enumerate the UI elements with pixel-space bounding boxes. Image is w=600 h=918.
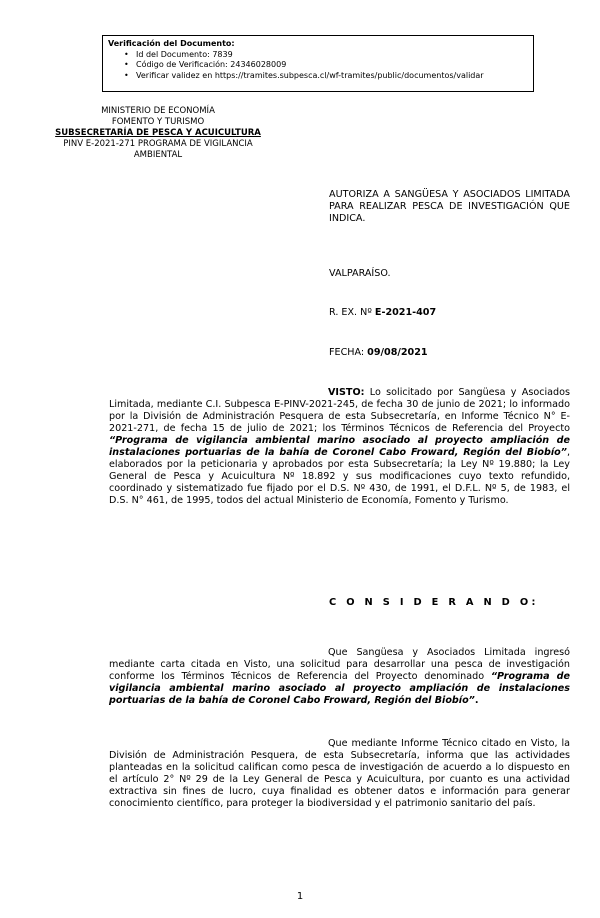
- date-label: FECHA:: [329, 347, 368, 358]
- considerando-2-text: Que mediante Informe Técnico citado en Visto, la División de Administración Pesquera, de esta Subsecretaría, informa que las actividades planteadas en la solicitud califican como pesca de investigación de acuerdo a lo dispuesto en el artículo 2° Nº 29 de la Ley General de Pesca y Acuicultura, por cuanto es una actividad extractiva sin fines de lucro, cuya finalidad es obtener datos e información para generar conocimiento científico, para proteger la biodiversidad y el patrimonio sanitario del país.: [109, 738, 570, 809]
- considerando-1-text-1: Que Sangüesa y Asociados Limitada ingresó mediante carta citada en Visto, una solicitud para desarrollar una pesca de investigación conforme los Términos Técnicos de Referencia del Proyecto denominado: [109, 647, 570, 682]
- city: VALPARAÍSO.: [329, 268, 391, 279]
- resolution-date: [329, 347, 428, 359]
- program-line2: AMBIENTAL: [133, 150, 183, 160]
- ministry-line2: FOMENTO Y TURISMO: [111, 117, 205, 127]
- resolution-summary: AUTORIZA A SANGÜESA Y ASOCIADOS LIMITADA PARA REALIZAR PESCA DE INVESTIGACIÓN QUE INDICA.: [329, 189, 570, 224]
- visto-label: VISTO:: [328, 387, 365, 398]
- verification-list: [108, 50, 533, 82]
- subsecretaria: SUBSECRETARÍA DE PESCA Y ACUICULTURA: [55, 128, 261, 138]
- verification-title: Verificación del Documento:: [108, 39, 235, 48]
- verification-box: [102, 35, 534, 92]
- ministry-header: [28, 106, 288, 161]
- considerando-heading: C O N S I D E R A N D O:: [329, 597, 539, 608]
- date-value: 09/08/2021: [367, 347, 428, 358]
- resolution-value: E-2021-407: [374, 307, 437, 318]
- program-line1: PINV E-2021-271 PROGRAMA DE VIGILANCIA: [63, 139, 253, 149]
- resolution-number: [329, 307, 436, 319]
- verification-url[interactable]: • Verificar validez en https://tramites.subpesca.cl/wf-tramites/public/documentos/validar: [136, 71, 533, 82]
- considerando-2: [109, 738, 570, 810]
- resolution-label: R. EX. Nº: [329, 307, 375, 318]
- verification-code: • Código de Verificación: 24346028009: [136, 60, 533, 71]
- visto-text-2: , elaborados por la peticionaria y aprobados por esta Subsecretaría; la Ley Nº 19.880; la Ley General de Pesca y Acuicultura Nº 18.892 y sus modificaciones cuyo texto refundido, coordinado y sistematizado fue fijado por el D.S. Nº 430, de 1991, el D.F.L. Nº 5, de 1983, el D.S. N° 461, de 1995, todos del actual Ministerio de Economía, Fomento y Turismo.: [109, 447, 570, 506]
- considerando-1-project: “Programa de vigilancia ambiental marino asociado al proyecto ampliación de instalaciones portuarias de la bahía de Coronel Cabo Froward, Región del Biobío”: [109, 671, 570, 706]
- visto-paragraph: [109, 387, 570, 507]
- ministry-line1: MINISTERIO DE ECONOMÍA: [101, 106, 215, 116]
- page-number: 1: [296, 891, 304, 902]
- visto-project: “Programa de vigilancia ambiental marino asociado al proyecto ampliación de instalaciones portuarias de la bahía de Coronel Cabo Froward, Región del Biobío”: [109, 435, 570, 458]
- document-id: • Id del Documento: 7839: [136, 50, 533, 61]
- considerando-1-text-2: .: [474, 695, 479, 706]
- visto-text-1: Lo solicitado por Sangüesa y Asociados Limitada, mediante C.I. Subpesca E-PINV-2021-245, de fecha 30 de junio de 2021; lo informado por la División de Administración Pesquera de esta Subsecretaría, en Informe Técnico N° E-2021-271, de fecha 15 de julio de 2021; los Términos Técnicos de Referencia del Proyecto: [109, 387, 570, 434]
- considerando-1: [109, 647, 570, 707]
